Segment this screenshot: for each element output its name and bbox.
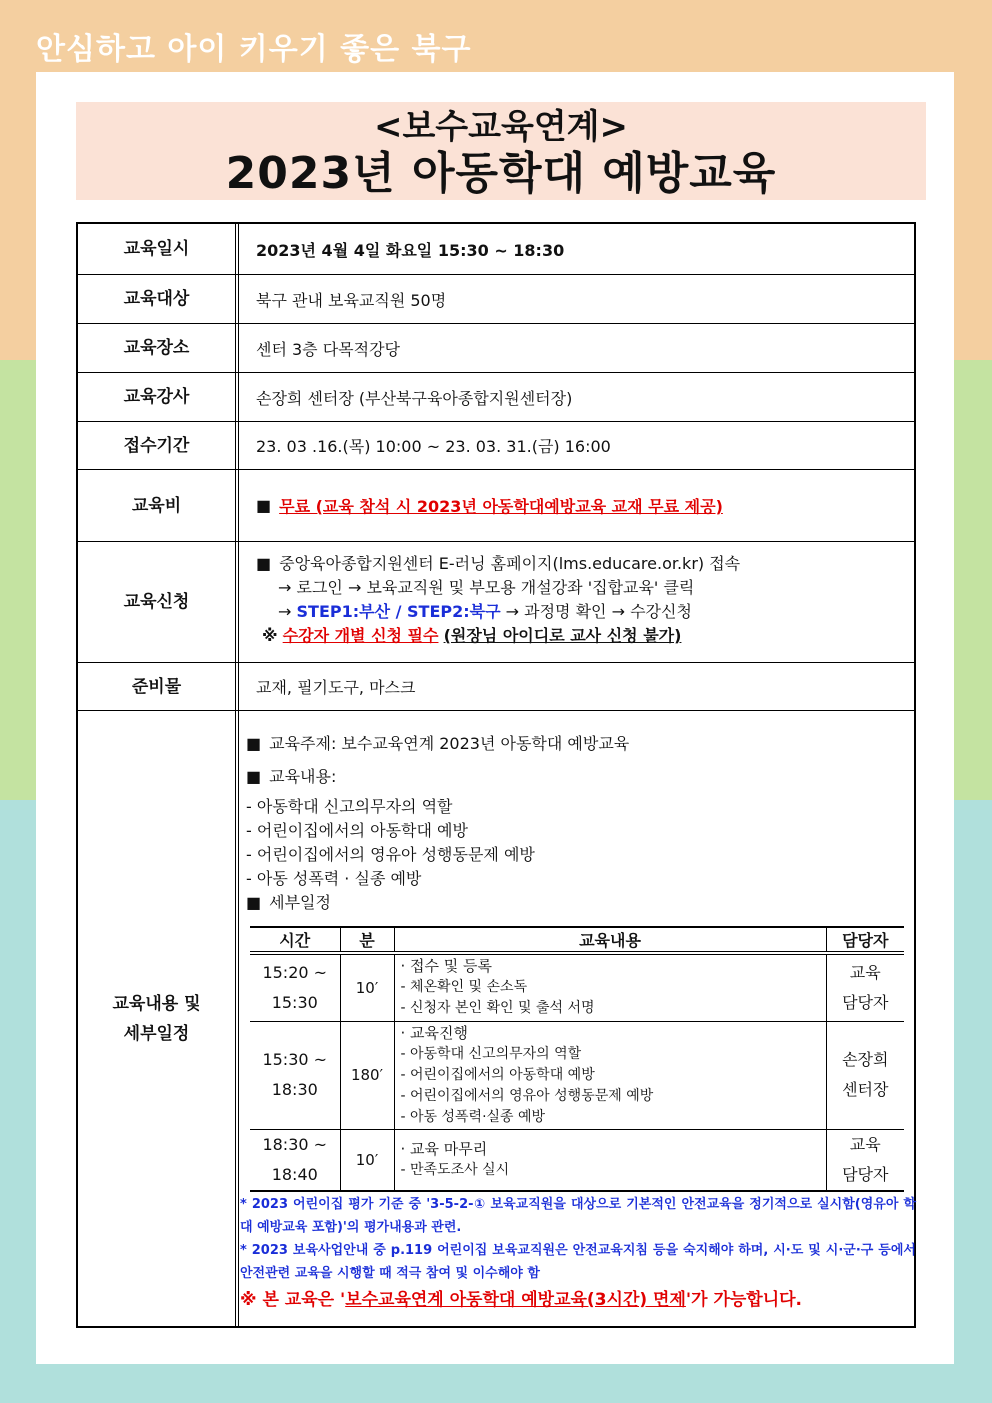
schedule-row bbox=[250, 1021, 904, 1129]
time-start: 18:30 ~ bbox=[262, 1134, 328, 1154]
bullet-square: ■ bbox=[256, 554, 272, 573]
apply-line-3 bbox=[256, 600, 904, 624]
bullet-square: ■ bbox=[246, 893, 262, 912]
person-line: 센터장 bbox=[842, 1080, 889, 1099]
schedule-title: 세부일정 bbox=[269, 893, 331, 912]
schedule-item: · 교육진행 bbox=[400, 1023, 468, 1042]
schedule-item: - 아동학대 신고의무자의 역할 bbox=[400, 1045, 582, 1062]
value-supplies: 교재, 필기도구, 마스크 bbox=[256, 678, 416, 697]
apply-steps: STEP1:부산 / STEP2:북구 bbox=[296, 602, 501, 621]
content-item: - 아동학대 신고의무자의 역할 bbox=[246, 797, 453, 816]
apply-line-2: → 로그인 → 보육교직원 및 부모용 개설강좌 '집합교육' 클릭 bbox=[278, 578, 695, 597]
content-item: - 어린이집에서의 아동학대 예방 bbox=[246, 821, 468, 840]
schedule-header: 담당자 bbox=[826, 927, 904, 953]
schedule-time bbox=[250, 1021, 340, 1129]
content-item: - 어린이집에서의 영유아 성행동문제 예방 bbox=[246, 845, 535, 864]
value-apply bbox=[256, 542, 904, 672]
value-fee-wrap bbox=[256, 470, 904, 541]
row-target bbox=[78, 275, 914, 324]
schedule-item: - 신청자 본인 확인 및 출석 서명 bbox=[400, 1000, 595, 1017]
bullet-square: ■ bbox=[256, 496, 272, 515]
person-line: 담당자 bbox=[842, 1164, 889, 1184]
schedule-header: 시간 bbox=[250, 927, 340, 953]
schedule-item: - 어린이집에서의 아동학대 예방 bbox=[400, 1066, 595, 1083]
note-mark: ※ bbox=[262, 626, 278, 645]
schedule-item: - 체온확인 및 손소독 bbox=[400, 979, 528, 996]
value-lecturer: 손장희 센터장 (부산북구육아종합지원센터장) bbox=[256, 388, 573, 408]
schedule-time bbox=[250, 1129, 340, 1191]
schedule-item: - 아동 성폭력·실종 예방 bbox=[400, 1108, 546, 1125]
row-lecturer bbox=[78, 373, 914, 422]
label-content-line2: 세부일정 bbox=[123, 1023, 190, 1044]
row-apply bbox=[78, 542, 914, 663]
apply-warning: (원장님 아이디로 교사 신청 불가) bbox=[443, 626, 682, 645]
schedule-items bbox=[394, 1021, 826, 1129]
schedule-item: · 교육 마무리 bbox=[400, 1139, 488, 1158]
info-table bbox=[76, 222, 916, 1328]
row-supplies bbox=[78, 663, 914, 711]
notes-block bbox=[240, 1193, 916, 1312]
content-title-line bbox=[246, 764, 336, 787]
label-apply: 교육신청 bbox=[123, 592, 190, 612]
content-area bbox=[240, 711, 916, 1326]
label-content bbox=[78, 711, 235, 1326]
label-fee: 교육비 bbox=[131, 495, 182, 516]
value-fee: 무료 (교육 참석 시 2023년 아동학대예방교육 교재 무료 제공) bbox=[279, 497, 723, 516]
schedule-person bbox=[826, 953, 904, 1021]
bullet-square: ■ bbox=[246, 767, 262, 786]
apply-required: 수강자 개별 신청 필수 bbox=[282, 626, 439, 645]
schedule-person bbox=[826, 1129, 904, 1191]
time-end: 18:40 bbox=[271, 1164, 318, 1184]
schedule-table bbox=[250, 926, 904, 1192]
document-sheet bbox=[36, 72, 954, 1364]
label-place: 교육장소 bbox=[123, 338, 190, 358]
apply-line-4 bbox=[256, 624, 904, 648]
row-content bbox=[78, 711, 914, 1326]
label-supplies: 준비물 bbox=[131, 676, 182, 697]
schedule-title-line bbox=[246, 890, 331, 913]
bullet-square: ■ bbox=[246, 734, 262, 753]
topic-line bbox=[246, 731, 629, 754]
content-title: 교육내용: bbox=[269, 767, 337, 786]
exemption-highlight: 보수교육연계 아동학대 예방교육(3시간) 면제 bbox=[345, 1290, 686, 1310]
schedule-minutes: 10′ bbox=[340, 953, 394, 1021]
schedule-header: 교육내용 bbox=[394, 927, 826, 953]
schedule-person bbox=[826, 1021, 904, 1129]
schedule-item: - 만족도조사 실시 bbox=[400, 1161, 510, 1178]
apply-steps-rest: → 과정명 확인 → 수강신청 bbox=[505, 602, 692, 621]
value-period: 23. 03 .16.(목) 10:00 ~ 23. 03. 31.(금) 16:00 bbox=[256, 437, 611, 456]
person-line: 손장희 bbox=[842, 1050, 889, 1069]
schedule-items bbox=[394, 1129, 826, 1191]
note-guideline: * 2023 보육사업안내 중 p.119 어린이집 보육교직원은 안전교육지침 등을 숙지해야 하며, 시·도 및 시·군·구 등에서 안전관련 교육을 시행할 때 적극 참여 및 이수해야 함 bbox=[240, 1243, 916, 1281]
value-place: 센터 3층 다목적강당 bbox=[256, 339, 400, 359]
schedule-row bbox=[250, 1129, 904, 1191]
page-title: 2023년 아동학대 예방교육 bbox=[225, 148, 777, 199]
header-slogan: 안심하고 아이 키우기 좋은 북구 bbox=[36, 32, 472, 67]
title-subtitle: <보수교육연계> bbox=[373, 107, 629, 147]
time-end: 15:30 bbox=[271, 992, 318, 1012]
label-content-line1: 교육내용 및 bbox=[112, 993, 201, 1014]
apply-line-1 bbox=[256, 552, 904, 576]
note-evaluation: * 2023 어린이집 평가 기준 중 '3-5-2-① 보육교직원을 대상으로 기본적인 안전교육을 정기적으로 실시함(영유아 학대 예방교육 포함)'의 평가내용과 관련. bbox=[240, 1197, 916, 1235]
time-start: 15:30 ~ bbox=[262, 1050, 328, 1069]
label-lecturer: 교육강사 bbox=[123, 387, 190, 407]
schedule-row bbox=[250, 953, 904, 1021]
row-period bbox=[78, 422, 914, 470]
label-target: 교육대상 bbox=[123, 289, 190, 309]
schedule-header-row bbox=[250, 927, 904, 953]
schedule-items bbox=[394, 953, 826, 1021]
apply-site: 중앙육아종합지원센터 E-러닝 홈페이지(lms.educare.or.kr) 접속 bbox=[279, 554, 741, 573]
person-line: 담당자 bbox=[842, 992, 889, 1012]
exemption-suffix: '가 가능합니다. bbox=[685, 1290, 803, 1310]
schedule-item: · 접수 및 등록 bbox=[400, 957, 493, 976]
schedule-time bbox=[250, 953, 340, 1021]
label-date: 교육일시 bbox=[123, 239, 190, 259]
row-place bbox=[78, 324, 914, 373]
time-end: 18:30 bbox=[271, 1080, 318, 1099]
content-item: - 아동 성폭력 · 실종 예방 bbox=[246, 869, 422, 888]
schedule-minutes: 180′ bbox=[340, 1021, 394, 1129]
label-period: 접수기간 bbox=[123, 435, 190, 456]
row-fee bbox=[78, 470, 914, 542]
schedule-minutes: 10′ bbox=[340, 1129, 394, 1191]
arrow: → bbox=[278, 602, 292, 621]
exemption-prefix: ※ 본 교육은 ' bbox=[240, 1290, 346, 1310]
schedule-header: 분 bbox=[340, 927, 394, 953]
note-exemption bbox=[240, 1289, 916, 1312]
row-date bbox=[78, 224, 914, 275]
person-line: 교육 bbox=[849, 962, 881, 982]
value-target: 북구 관내 보육교직원 50명 bbox=[256, 290, 447, 310]
title-box bbox=[76, 102, 926, 200]
topic-text: 교육주제: 보수교육연계 2023년 아동학대 예방교육 bbox=[269, 734, 630, 753]
time-start: 15:20 ~ bbox=[262, 962, 328, 982]
person-line: 교육 bbox=[849, 1134, 881, 1154]
value-date: 2023년 4월 4일 화요일 15:30 ~ 18:30 bbox=[256, 240, 565, 260]
schedule-item: - 어린이집에서의 영유아 성행동문제 예방 bbox=[400, 1087, 654, 1104]
